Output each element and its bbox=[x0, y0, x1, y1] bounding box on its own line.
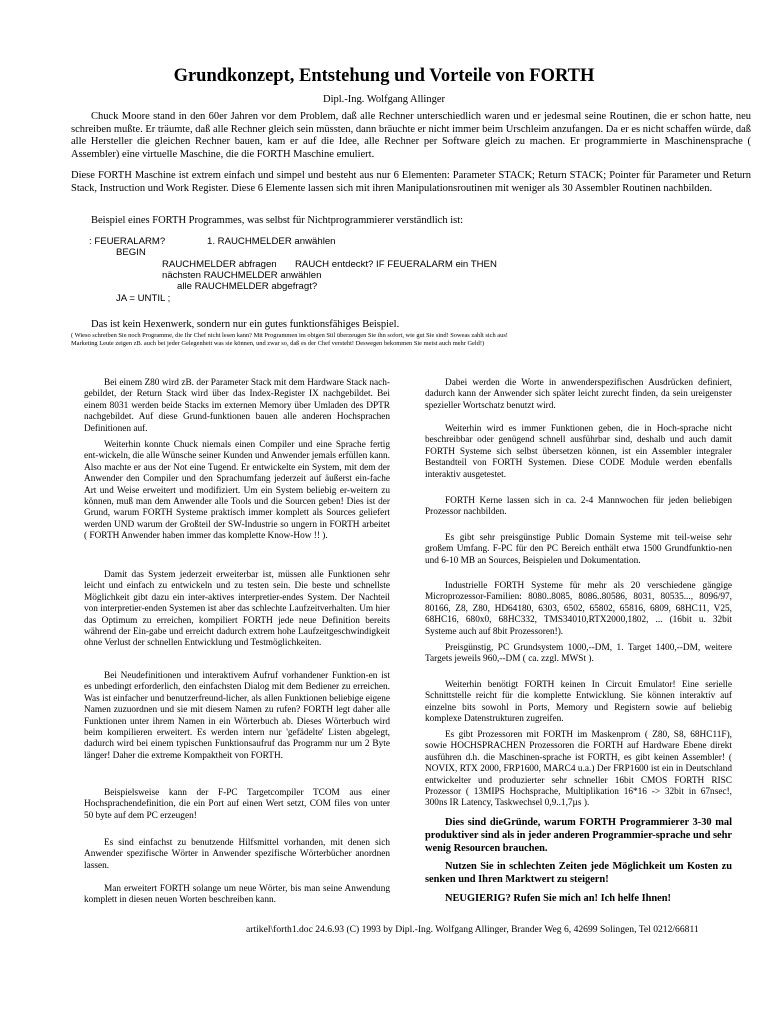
right-paragraph: Es gibt sehr preisgünstige Public Domain Systeme mit teil-weise sehr großem Umfang. F-PC für den PC Bereich enthält etwa 1500 Grundfunktio-nen und 6-10 MB an Sources, Beispielen und Dokumentation. bbox=[425, 533, 732, 566]
author-line: Dipl.-Ing. Wolfgang Allinger bbox=[322, 94, 446, 105]
left-paragraph: Bei einem Z80 wird zB. der Parameter Stack mit dem Hardware Stack nach-gebildet, der Return Stack wird über das Index-Register IX nachgebildet. Bei einem 8031 werden beide Stacks im externen Memory über Umladen des DPTR nachgebildet. Auf diese Grund-funktionen bauen alle anderen Hochsprachen Definitionen auf. bbox=[84, 378, 390, 434]
right-paragraph-bold: NEUGIERIG? Rufen Sie mich an! Ich helfe Ihnen! bbox=[445, 893, 672, 904]
left-paragraph: Damit das System jederzeit erweiterbar ist, müssen alle Funktionen sehr leicht und einfach zu entwickeln und zu testen sein. Die beste und schnellste Möglichkeit gibt dazu ein inter-aktives interpretier-endes System. Der Nachteil von interpretier-enden Systemen ist aber das schlechte Laufzeitverhalten. Um hier das Optimum zu erreichen, kompiliert FORTH jede neue Definition bereits während der Ein-gabe und erreicht dadurch extrem hohe Laufzeitgeschwindigkeit ohne Verlust der schnellen Entwicklung und Testmöglichkeiten. bbox=[84, 570, 390, 649]
left-paragraph: Beispielsweise kann der F-PC Targetcompiler TCOM aus einer Hochsprachendefinition, die ein Port auf einen Wert setzt, COM files von unter 50 byte auf dem PC erzeugen! bbox=[84, 788, 390, 821]
footnote-small bbox=[71, 332, 761, 348]
right-paragraph: Weiterhin benötigt FORTH keinen In Circuit Emulator! Eine serielle Schnittstelle reicht für die komplette Entwicklung. Sie können interaktiv auf einzelne bits sowohl in Ports, Memory und Registern sowie auf beliebig komplexe Datenstrukturen zugreifen. bbox=[425, 680, 732, 725]
page-footer: artikel\forth1.doc 24.6.93 (C) 1993 by Dipl.-Ing. Wolfgang Allinger, Brander Weg 6, 42699 Solingen, Tel 0212/66811 bbox=[246, 924, 699, 935]
code-line: RAUCH entdeckt? IF FEUERALARM ein THEN bbox=[295, 259, 497, 270]
right-paragraph-bold: Nutzen Sie in schlechten Zeiten jede Möglichkeit um Kosten zu senken und Ihren Marktwert zu steigern! bbox=[425, 861, 732, 885]
footnote-line-1: ( Wieso schreiben Sie noch Programme, die Ihr Chef nicht lesen kann? Mit Programmen im obigen Stil überzeugen Sie ihn sofort, wie gut Sie sind! Soweas zahlt sich aus! bbox=[71, 332, 508, 339]
left-paragraph: Man erweitert FORTH solange um neue Wörter, bis man seine Anwendung komplett in diesen neuen Worten beschreiben kann. bbox=[84, 884, 390, 906]
intro-paragraph-2: Diese FORTH Maschine ist extrem einfach und simpel und besteht aus nur 6 Elementen: Parameter STACK; Return STACK; Pointer für Parameter und Return Stack, Instruction und Work Register. Diese 6 Elemente lassen sich mit ihren Manipulationsroutinen mit weniger als 30 Assembler Routinen nachbilden. bbox=[71, 170, 751, 194]
right-paragraph-bold: Dies sind dieGründe, warum FORTH Programmierer 3-30 mal produktiver sind als in jeder anderen Programmier-sprache und sehr wenig Resourcen brauchen. bbox=[425, 817, 732, 854]
left-paragraph: Es sind einfachst zu benutzende Hilfsmittel vorhanden, mit denen sich Anwender spezifische Wörter in Anwender spezifische Wörterbücher anordnen lassen. bbox=[84, 838, 390, 871]
right-column bbox=[425, 378, 732, 918]
code-example bbox=[89, 236, 609, 306]
code-line: BEGIN bbox=[116, 247, 146, 258]
code-line: 1. RAUCHMELDER anwählen bbox=[207, 236, 336, 247]
code-line: JA = UNTIL ; bbox=[116, 293, 171, 304]
left-paragraph: Weiterhin konnte Chuck niemals einen Compiler und eine Sprache fertig ent-wickeln, die alle Wünsche seiner Kunden und Anwender jemals erfüllen kann. Also machte er aus der Not eine Tugend. Er entwickelte ein System, mit dem der Anwender den Compiler und den Sprachumfang jederzeit auf äußerst ein-fache Art und Weise erweitert und modifiziert. Um ein System beliebig er-weitern zu können, muß man dem Anwender alle Tools und die Sourcen geben! Dies ist der Grund, warum FORTH Systeme praktisch immer komplett als Sources geliefert werden UND warum der Großteil der SW-Industrie so ungern in FORTH arbeitet ( FORTH Anwender haben immer das komplette Know-How !! ). bbox=[84, 440, 391, 542]
code-line: nächsten RAUCHMELDER anwählen bbox=[162, 270, 322, 281]
intro-paragraph-1: Chuck Moore stand in den 60er Jahren vor dem Problem, daß alle Rechner unterschiedlich waren und er jedesmal seine Routinen, die er schon hatte, neu schreiben mußte. Er träumte, daß alle Rechner gleich sein müssten, dann bräuchte er nicht immer beim Urschleim anzufangen. Da er es nicht schaffen würde, daß alle Hersteller die gleichen Rechner bauen, kam er auf die Idee, alle Rechner per Software gleich zu machen. Er programmierte in Maschinensprache ( Assembler) eine virtuelle Maschine, die die FORTH Maschine emuliert. bbox=[71, 111, 752, 160]
left-paragraph: Bei Neudefinitionen und interaktivem Aufruf vorhandener Funktion-en ist es unbedingt erforderlich, den einfachsten Dialog mit dem Bediener zu erreichen. Was ist einfacher und benutzerfreund-licher, als allen Funktionen beliebige eigene Namen zuzuordnen und sie mit diesem Namen zu rufen? FORTH legt daher alle Funktionen unter ihrem Namen in ein Wörterbuch ab. Dieses Wörterbuch wird beim kompilieren erweitert. Es werden intern nur 'gefädelte' Listen abgelegt, dadurch wird bei einem typischen Funktionsaufruf das Programm nur um 2 Byte länger! Daher die extreme Kompaktheit von FORTH. bbox=[84, 671, 390, 761]
right-paragraph: Preisgünstig, PC Grundsystem 1000,--DM, 1. Target 1400,--DM, weitere Targets jeweils 960,--DM ( ca. zzgl. MWSt ). bbox=[425, 643, 732, 665]
right-paragraph: FORTH Kerne lassen sich in ca. 2-4 Mannwochen für jeden beliebigen Prozessor nachbilden. bbox=[425, 496, 732, 518]
right-paragraph: Es gibt Prozessoren mit FORTH im Maskenprom ( Z80, S8, 68HC11F), sowie HOCHSPRACHEN Prozessoren die FORTH auf Hardware Ebene direkt ausführen d.h. die Maschinen-sprache ist FORTH, es gibt keinen Assembler! ( NOVIX, RTX 2000, FRP1600, MARC4 u.a.) Der FRP1600 ist ein in Deutschland entwickelter und produzierter sehr schneller 16bit CMOS FORTH RISC Prozessor ( 13MIPS Hochsprache, Multiplikation 16*16 -> 32bit in 67nsec!, 300ns IR Latency, Taskwechsel 0,9..1,7µs ). bbox=[425, 730, 732, 809]
right-paragraph: Weiterhin wird es immer Funktionen geben, die in Hoch-sprache nicht beschreibbar oder genügend schnell ausführbar sind, deshalb und auch damit FORTH Systeme sich selbst übersetzen können, ist ein Assembler integraler Bestandteil von FORTH Systemen. Diese CODE Module werden ebenfalls interaktiv ausgetestet. bbox=[425, 424, 732, 480]
document-title: Grundkonzept, Entstehung und Vorteile von FORTH bbox=[173, 66, 595, 86]
intro-paragraph-3: Beispiel eines FORTH Programmes, was selbst für Nichtprogrammierer verständlich ist: bbox=[91, 215, 464, 226]
footnote-line-2: Marketing Leute zeigen zB. auch bei jeder Gelegenheit was sie können, und zwar so, daß es der Chef versteht! Deswegen bekommen Sie meist auch mehr Geld!) bbox=[71, 340, 485, 347]
left-column bbox=[84, 378, 391, 906]
code-line: : FEUERALARM? bbox=[89, 236, 166, 247]
right-paragraph: Dabei werden die Worte in anwenderspezifischen Ausdrücken definiert, dadurch kann der Anwender sich später leicht zurecht finden, da sein ureigenster spezieller Wortschatz benutzt wird. bbox=[425, 378, 732, 411]
code-line: alle RAUCHMELDER abgefragt? bbox=[177, 281, 318, 292]
right-paragraph: Industrielle FORTH Systeme für mehr als 20 verschiedene gängige Microprozessor-Familien: 8080..8085, 8086..80586, 8031, 80535..., 8096/97, 80166, Z8, Z80, HD64180, 6303, 6502, 65802, 65816, 6809, 68HC11, V25, 68HC16, 680x0, 68HC332, TMS34010,RTX2000,1802, ... (16bit u. 32bit Systeme auch auf 8bit Prozessoren!). bbox=[425, 581, 732, 637]
intro-paragraph-4: Das ist kein Hexenwerk, sondern nur ein gutes funktionsfähiges Beispiel. bbox=[91, 319, 400, 330]
code-line: RAUCHMELDER abfragen bbox=[162, 259, 277, 270]
